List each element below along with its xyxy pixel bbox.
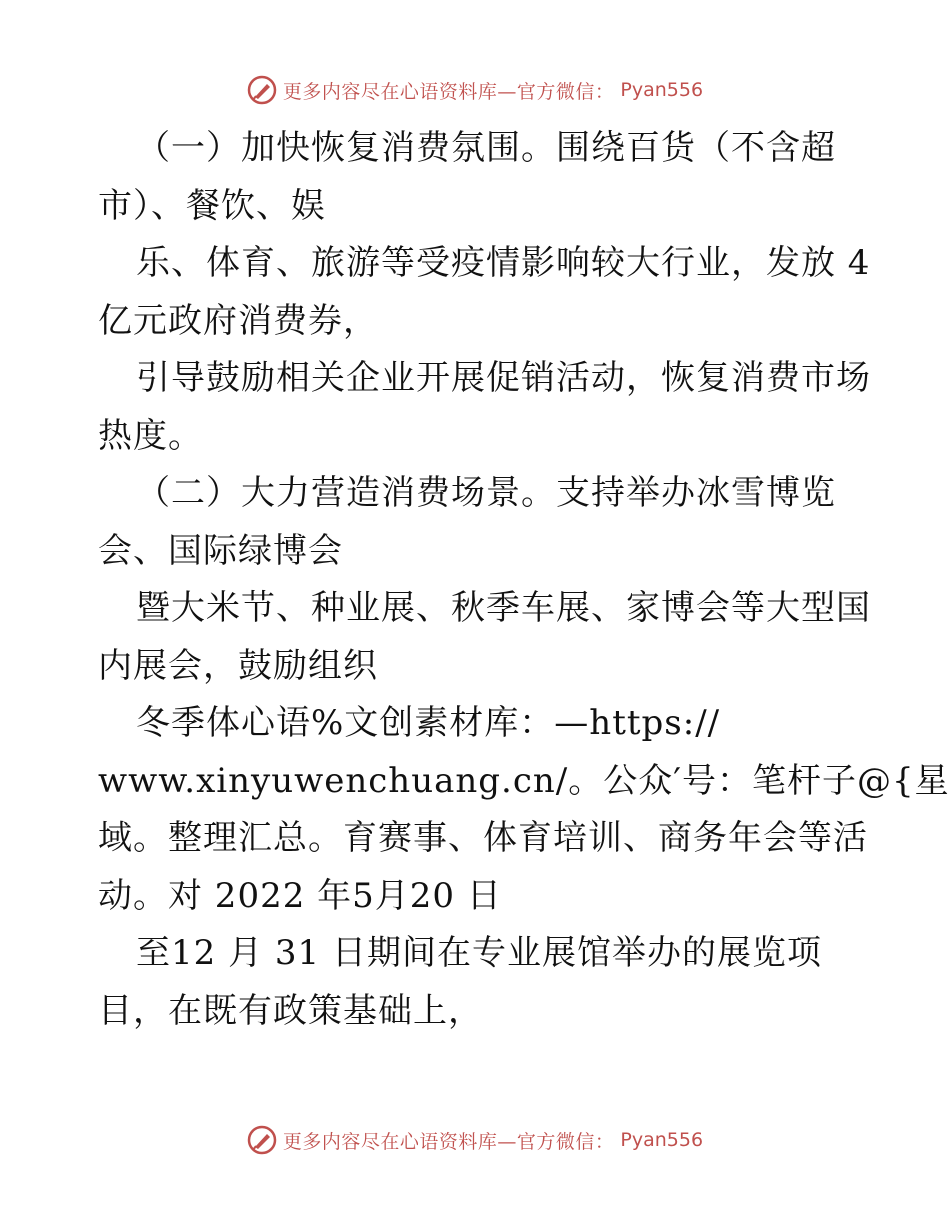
footer-banner	[0, 1120, 950, 1160]
quill-pen-logo-icon	[247, 75, 277, 105]
paragraph-line: 目，在既有政策基础上，	[98, 990, 483, 1031]
header-banner	[0, 70, 950, 110]
paragraph-line: 内展会，鼓励组织	[98, 645, 378, 686]
banner-wechat-id: Pyan556	[620, 1129, 704, 1151]
paragraph-line: 热度。	[98, 415, 203, 456]
quill-pen-logo-icon	[247, 1125, 277, 1155]
paragraph-line: 暨大米节、种业展、秋季车展、家博会等大型国	[136, 588, 871, 628]
paragraph-line: 冬季体心语%文创素材库：—https://	[136, 703, 721, 743]
banner-wechat-id: Pyan556	[620, 79, 704, 101]
paragraph-line: 市）、餐饮、娱	[98, 185, 326, 226]
paragraph-line: （二）大力营造消费场景。支持举办冰雪博览	[136, 473, 836, 513]
banner-text: 更多内容尽在心语资料库—官方微信：	[282, 80, 615, 103]
paragraph-line: 亿元政府消费券，	[98, 300, 378, 341]
paragraph-line: 会、国际绿博会	[98, 530, 343, 571]
paragraph-line: 乐、体育、旅游等受疫情影响较大行业，发放 4	[136, 243, 871, 283]
paragraph-line: 域。整理汇总。育赛事、体育培训、商务年会等活	[98, 818, 868, 858]
paragraph-line: 引导鼓励相关企业开展促销活动，恢复消费市场	[136, 358, 871, 398]
document-body	[98, 120, 950, 1040]
paragraph-line: （一）加快恢复消费氛围。围绕百货（不含超	[136, 128, 836, 168]
banner-text: 更多内容尽在心语资料库—官方微信：	[282, 1130, 615, 1153]
paragraph-line: 至12 月 31 日期间在专业展馆举办的展览项	[136, 933, 822, 973]
paragraph-line: 动。对 2022 年5月20 日	[98, 875, 502, 916]
paragraph-line: www.xinyuwenchuang.cn/。公众′号：笔杆子@{星	[98, 760, 950, 801]
